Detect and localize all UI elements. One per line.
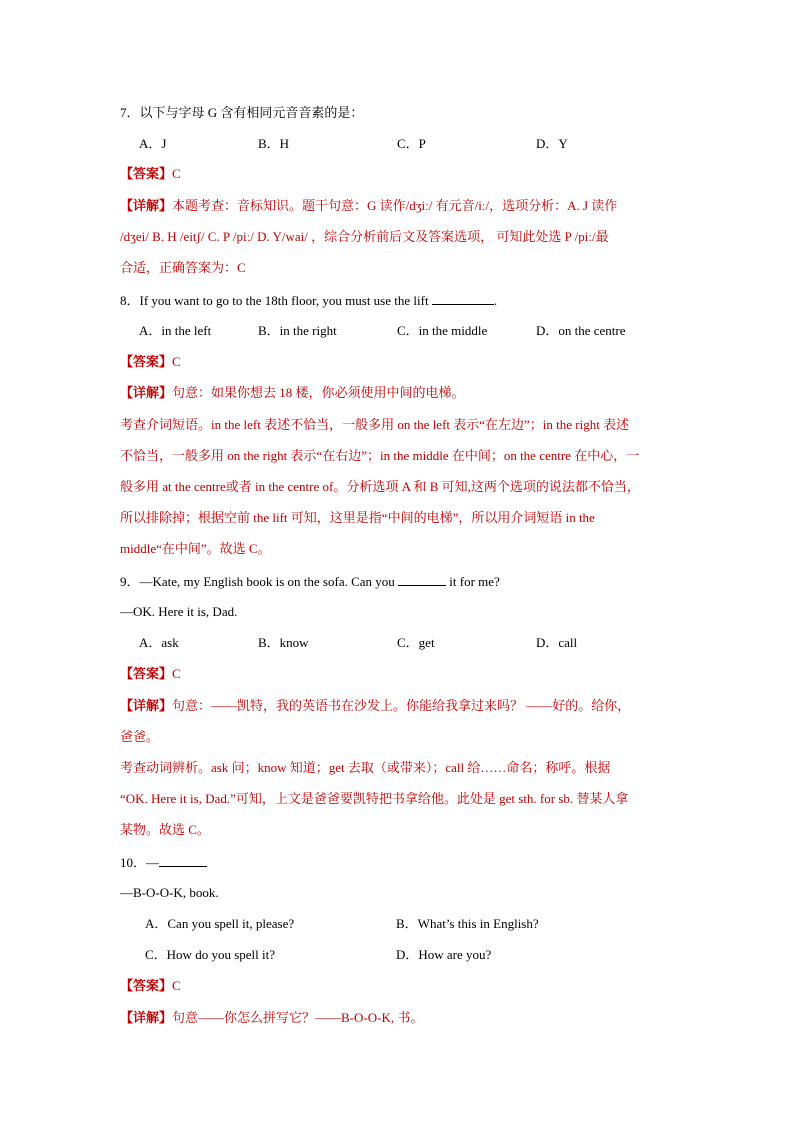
answer-value: C (172, 166, 181, 181)
q10-answer (120, 978, 181, 994)
q8-option-b: B．in the right (258, 323, 337, 338)
answer-value: C (172, 666, 181, 681)
q8-detail-line-5: 所以排除掉；根据空前 the lift 可知，这里是指“中间的电梯”，所以用介词短语 in the (120, 510, 595, 525)
detail-text: 句意：如果你想去 18 楼，你必须使用中间的电梯。 (172, 385, 465, 400)
q7-detail-line-3: 合适，正确答案为：C (120, 260, 246, 275)
detail-tag: 【详解】 (120, 1010, 173, 1025)
q9-option-c: C．get (397, 635, 435, 650)
q8-option-d: D．on the centre (536, 323, 626, 338)
q8-detail-line-1 (120, 385, 465, 401)
question-9-stem (120, 573, 500, 590)
answer-blank (398, 573, 446, 586)
q10-option-d: D．How are you? (396, 947, 492, 962)
answer-tag: 【答案】 (120, 166, 173, 181)
question-10-stem (120, 854, 207, 871)
detail-tag: 【详解】 (120, 698, 173, 713)
q7-detail-line-1 (120, 198, 617, 214)
q7-answer (120, 166, 181, 182)
q7-option-a: A．J (139, 136, 167, 151)
detail-tag: 【详解】 (120, 198, 173, 213)
q10-option-a: A．Can you spell it, please? (145, 916, 295, 931)
question-9-reply: —OK. Here it is, Dad. (120, 604, 238, 619)
question-7-stem: 7．以下与字母 G 含有相同元音音素的是： (120, 105, 364, 120)
q7-option-b: B．H (258, 136, 290, 151)
q7-detail-line-2: /dʒei/ B. H /eitʃ/ C. P /piː/ D. Y/wai/ ，综合分析前后文及答案选项， 可知此处选 P /piː/最 (120, 229, 609, 244)
q9-detail-line-2: 爸爸。 (120, 729, 160, 744)
q8-answer (120, 354, 181, 370)
question-10-reply: —B-O-O-K, book. (120, 885, 219, 900)
answer-value: C (172, 978, 181, 993)
q8-detail-line-4: 般多用 at the centre或者 in the centre of。分析选项 A 和 B 可知,这两个选项的说法都不恰当， (120, 479, 640, 494)
stem-text-end: . (493, 293, 498, 308)
answer-value: C (172, 354, 181, 369)
detail-tag: 【详解】 (120, 385, 173, 400)
stem-text: 9．—Kate, my English book is on the sofa. Can you (120, 574, 399, 589)
stem-text-end: it for me? (446, 574, 500, 589)
q9-option-d: D．call (536, 635, 578, 650)
answer-tag: 【答案】 (120, 978, 173, 993)
q10-option-c: C．How do you spell it? (145, 947, 275, 962)
q9-detail-line-4: “OK. Here it is, Dad.”可知，上文是爸爸要凯特把书拿给他。此处是 get sth. for sb. 替某人拿 (120, 791, 629, 806)
detail-text: 句意——你怎么拼写它？——B-O-O-K, 书。 (172, 1010, 424, 1025)
q9-option-b: B．know (258, 635, 309, 650)
stem-text: 8．If you want to go to the 18th floor, you must use the lift (120, 293, 432, 308)
answer-blank (159, 854, 207, 867)
q8-detail-line-3: 不恰当，一般多用 on the right 表示“在右边”；in the middle 在中间；on the centre 在中心，一 (120, 448, 640, 463)
q8-option-a: A．in the left (139, 323, 212, 338)
answer-blank (432, 292, 494, 305)
q7-option-d: D．Y (536, 136, 568, 151)
q8-detail-line-6: middle“在中间”。故选 C。 (120, 541, 271, 556)
q9-detail-line-1 (120, 698, 630, 714)
q8-option-c: C．in the middle (397, 323, 488, 338)
q8-detail-line-2: 考查介词短语。in the left 表述不恰当，一般多用 on the left 表示“在左边”；in the right 表述 (120, 417, 630, 432)
answer-tag: 【答案】 (120, 666, 173, 681)
q9-option-a: A．ask (139, 635, 179, 650)
q9-detail-line-5: 某物。故选 C。 (120, 822, 210, 837)
q9-detail-line-3: 考查动词辨析。ask 问；know 知道；get 去取（或带来）；call 给……命名；称呼。根据 (120, 760, 611, 775)
q9-answer (120, 666, 181, 682)
answer-tag: 【答案】 (120, 354, 173, 369)
detail-text: 本题考查：音标知识。题干句意：G 读作/dʒiː/ 有元音/iː/，选项分析：A. J 读作 (172, 198, 618, 213)
q10-detail-line-1 (120, 1010, 423, 1026)
question-8-stem (120, 292, 497, 309)
stem-text: 10．— (120, 855, 160, 870)
detail-text: 句意：——凯特，我的英语书在沙发上。你能给我拿过来吗？ ——好的。给你， (172, 698, 631, 713)
q7-option-c: C．P (397, 136, 426, 151)
q10-option-b: B．What’s this in English? (396, 916, 539, 931)
